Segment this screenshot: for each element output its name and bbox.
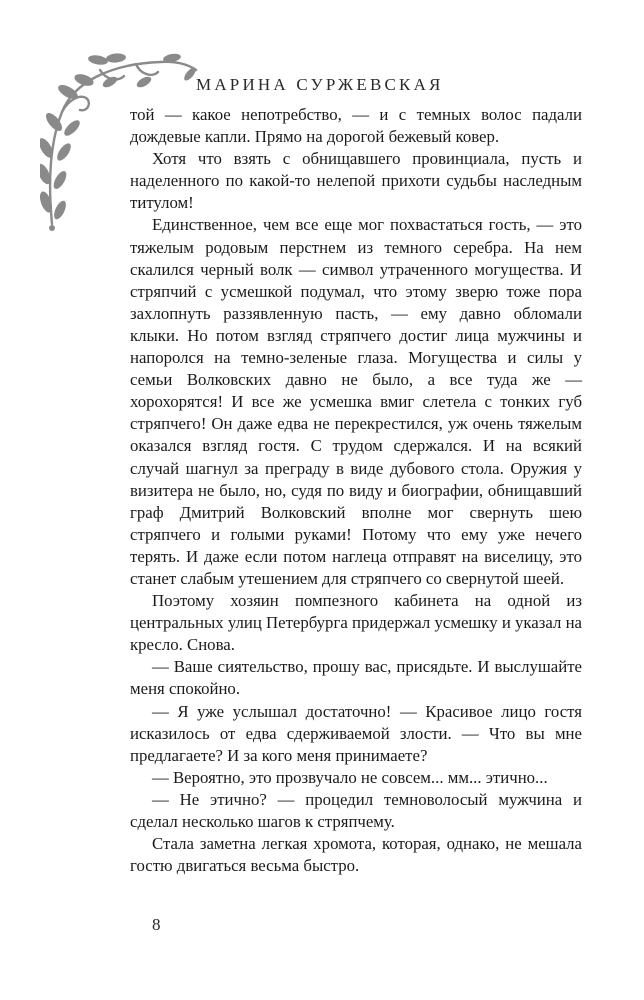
paragraph: — Вероятно, это прозвучало не совсем... мм... этично... bbox=[152, 767, 548, 787]
paragraph: — Я уже услышал достаточно! — Красивое лицо гостя исказилось от едва сдерживаемой злости. — Что вы мне предлагаете? И за кого меня принимаете? bbox=[130, 701, 582, 765]
paragraph: Хотя что взять с обнищавшего провинциала, пусть и наделенного по какой-то нелепой прихоти судьбы наследным титулом! bbox=[130, 149, 582, 213]
running-header: МАРИНА СУРЖЕВСКАЯ bbox=[196, 75, 444, 94]
body-text bbox=[130, 104, 582, 877]
paragraph: Поэтому хозяин помпезного кабинета на одной из центральных улиц Петербурга придержал усмешку и указал на кресло. Снова. bbox=[130, 591, 582, 655]
paragraph: Единственное, чем все еще мог похвастаться гость, — это тяжелым родовым перстнем из темного серебра. На нем скалился черный волк — символ утраченного могущества. И стряпчий с усмешкой подумал, что этому зверю тоже пора захлопнуть раззявленную пасть, — ему давно обломали клыки. Но потом взгляд стряпчего достиг лица мужчины и напоролся на темно-зеленые глаза. Могущества и силы у семьи Волковских давно не было, а все туда же — хорохорятся! И все же усмешка вмиг слетела с тонких губ стряпчего! Он даже едва не перекрестился, уж очень тяжелым оказался взгляд гостя. С трудом сдержался. И на всякий случай шагнул за преграду в виде дубового стола. Оружия у визитера не было, но, судя по виду и биографии, обнищавший граф Дмитрий Волковский вполне мог свернуть шею стряпчего и голыми руками! Потому что ему уже нечего терять. И даже если потом наглеца отправят на виселицу, это станет слабым утешением для стряпчего со свернутой шеей. bbox=[130, 215, 582, 588]
paragraph: Стала заметна легкая хромота, которая, однако, не мешала гостю двигаться весьма быстро. bbox=[130, 834, 582, 876]
paragraph: — Ваше сиятельство, прошу вас, присядьте. И выслушайте меня спокойно. bbox=[130, 657, 582, 699]
paragraph: той — какое непотребство, — и с темных волос падали дождевые капли. Прямо на дорогой бежевый ковер. bbox=[130, 105, 582, 147]
paragraph: — Не этично? — процедил темноволосый мужчина и сделал несколько шагов к стряпчему. bbox=[130, 789, 582, 831]
page-number: 8 bbox=[152, 915, 161, 934]
